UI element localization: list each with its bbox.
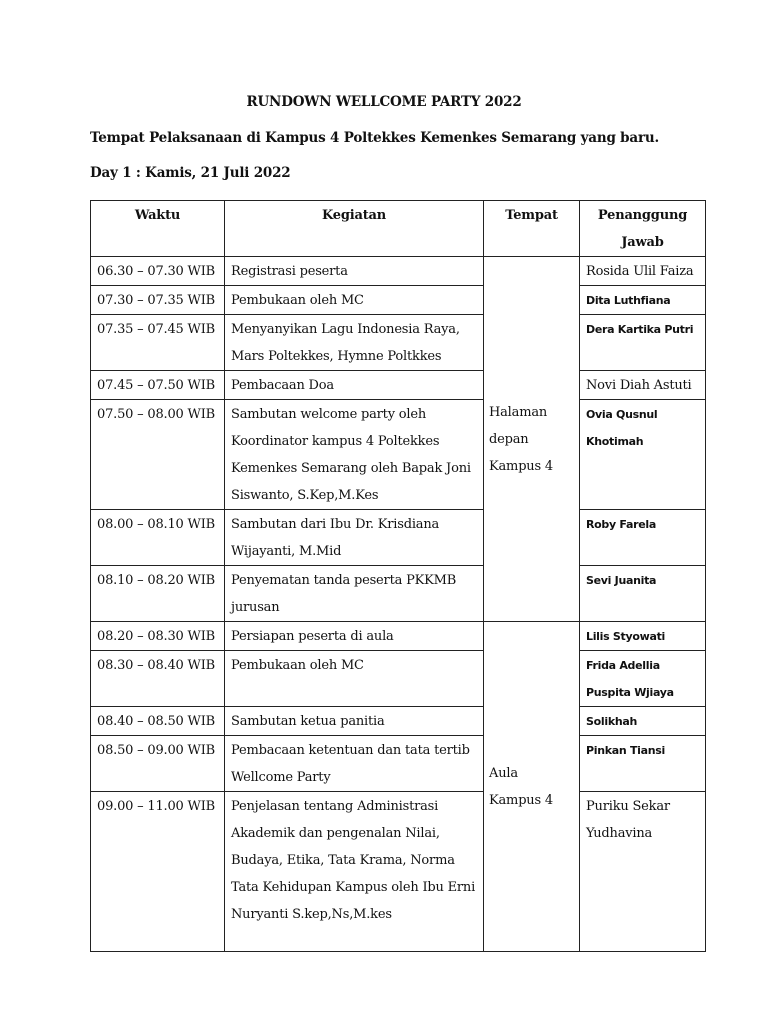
cell-waktu: 07.45 – 07.50 WIB	[91, 371, 225, 400]
cell-waktu: 08.40 – 08.50 WIB	[91, 707, 225, 736]
cell-waktu: 08.30 – 08.40 WIB	[91, 651, 225, 707]
cell-waktu: 08.50 – 09.00 WIB	[91, 736, 225, 792]
cell-pj: Puriku Sekar Yudhavina	[580, 792, 706, 952]
cell-tempat-aula	[484, 622, 580, 952]
cell-pj: Pinkan Tiansi	[580, 736, 706, 792]
cell-pj: Roby Farela	[580, 510, 706, 566]
table-row	[91, 286, 706, 315]
table-row	[91, 736, 706, 792]
cell-waktu: 07.50 – 08.00 WIB	[91, 400, 225, 510]
cell-pj: Dera Kartika Putri	[580, 315, 706, 371]
cell-kegiatan: Penjelasan tentang Administrasi Akademik dan pengenalan Nilai, Budaya, Etika, Tata Krama, Norma Tata Kehidupan Kampus oleh Ibu Erni Nuryanti S.kep,Ns,M.kes	[225, 792, 484, 952]
header-penanggung-jawab: Penanggung Jawab	[580, 201, 706, 257]
header-kegiatan: Kegiatan	[225, 201, 484, 257]
cell-kegiatan: Pembacaan ketentuan dan tata tertib Wellcome Party	[225, 736, 484, 792]
event-location: Tempat Pelaksanaan di Kampus 4 Poltekkes Kemenkes Semarang yang baru.	[90, 130, 660, 146]
cell-pj: Novi Diah Astuti	[580, 371, 706, 400]
cell-kegiatan: Pembukaan oleh MC	[225, 651, 484, 707]
event-day: Day 1 : Kamis, 21 Juli 2022	[90, 165, 291, 181]
tempat-label: Aula Kampus 4	[489, 766, 553, 808]
cell-waktu: 08.10 – 08.20 WIB	[91, 566, 225, 622]
cell-kegiatan: Penyematan tanda peserta PKKMB jurusan	[225, 566, 484, 622]
cell-pj: Solikhah	[580, 707, 706, 736]
table-row	[91, 566, 706, 622]
header-tempat: Tempat	[484, 201, 580, 257]
cell-kegiatan: Registrasi peserta	[225, 257, 484, 286]
cell-waktu: 07.35 – 07.45 WIB	[91, 315, 225, 371]
table-row	[91, 400, 706, 510]
table-row	[91, 707, 706, 736]
cell-kegiatan: Persiapan peserta di aula	[225, 622, 484, 651]
cell-pj: Dita Luthfiana	[580, 286, 706, 315]
cell-waktu: 08.20 – 08.30 WIB	[91, 622, 225, 651]
cell-tempat-halaman	[484, 257, 580, 622]
table-row	[91, 622, 706, 651]
cell-kegiatan: Sambutan welcome party oleh Koordinator kampus 4 Poltekkes Kemenkes Semarang oleh Bapak Joni Siswanto, S.Kep,M.Kes	[225, 400, 484, 510]
cell-waktu: 08.00 – 08.10 WIB	[91, 510, 225, 566]
table-row	[91, 792, 706, 952]
cell-pj: Sevi Juanita	[580, 566, 706, 622]
table-row	[91, 371, 706, 400]
cell-kegiatan: Sambutan dari Ibu Dr. Krisdiana Wijayanti, M.Mid	[225, 510, 484, 566]
document-title: RUNDOWN WELLCOME PARTY 2022	[246, 94, 522, 110]
table-header-row	[91, 201, 706, 257]
header-waktu: Waktu	[91, 201, 225, 257]
cell-kegiatan: Sambutan ketua panitia	[225, 707, 484, 736]
cell-waktu: 07.30 – 07.35 WIB	[91, 286, 225, 315]
cell-waktu: 06.30 – 07.30 WIB	[91, 257, 225, 286]
cell-kegiatan: Menyanyikan Lagu Indonesia Raya, Mars Poltekkes, Hymne Poltkkes	[225, 315, 484, 371]
table-row	[91, 651, 706, 707]
cell-pj: Rosida Ulil Faiza	[580, 257, 706, 286]
cell-waktu: 09.00 – 11.00 WIB	[91, 792, 225, 952]
table-row	[91, 257, 706, 286]
table-row	[91, 510, 706, 566]
table-row	[91, 315, 706, 371]
cell-kegiatan: Pembacaan Doa	[225, 371, 484, 400]
cell-pj: Ovia Qusnul Khotimah	[580, 400, 706, 510]
rundown-table	[90, 200, 706, 952]
cell-pj: Lilis Styowati	[580, 622, 706, 651]
cell-kegiatan: Pembukaan oleh MC	[225, 286, 484, 315]
tempat-label: Halaman depan Kampus 4	[489, 405, 553, 474]
cell-pj: Frida Adellia Puspita Wjiaya	[580, 651, 706, 707]
